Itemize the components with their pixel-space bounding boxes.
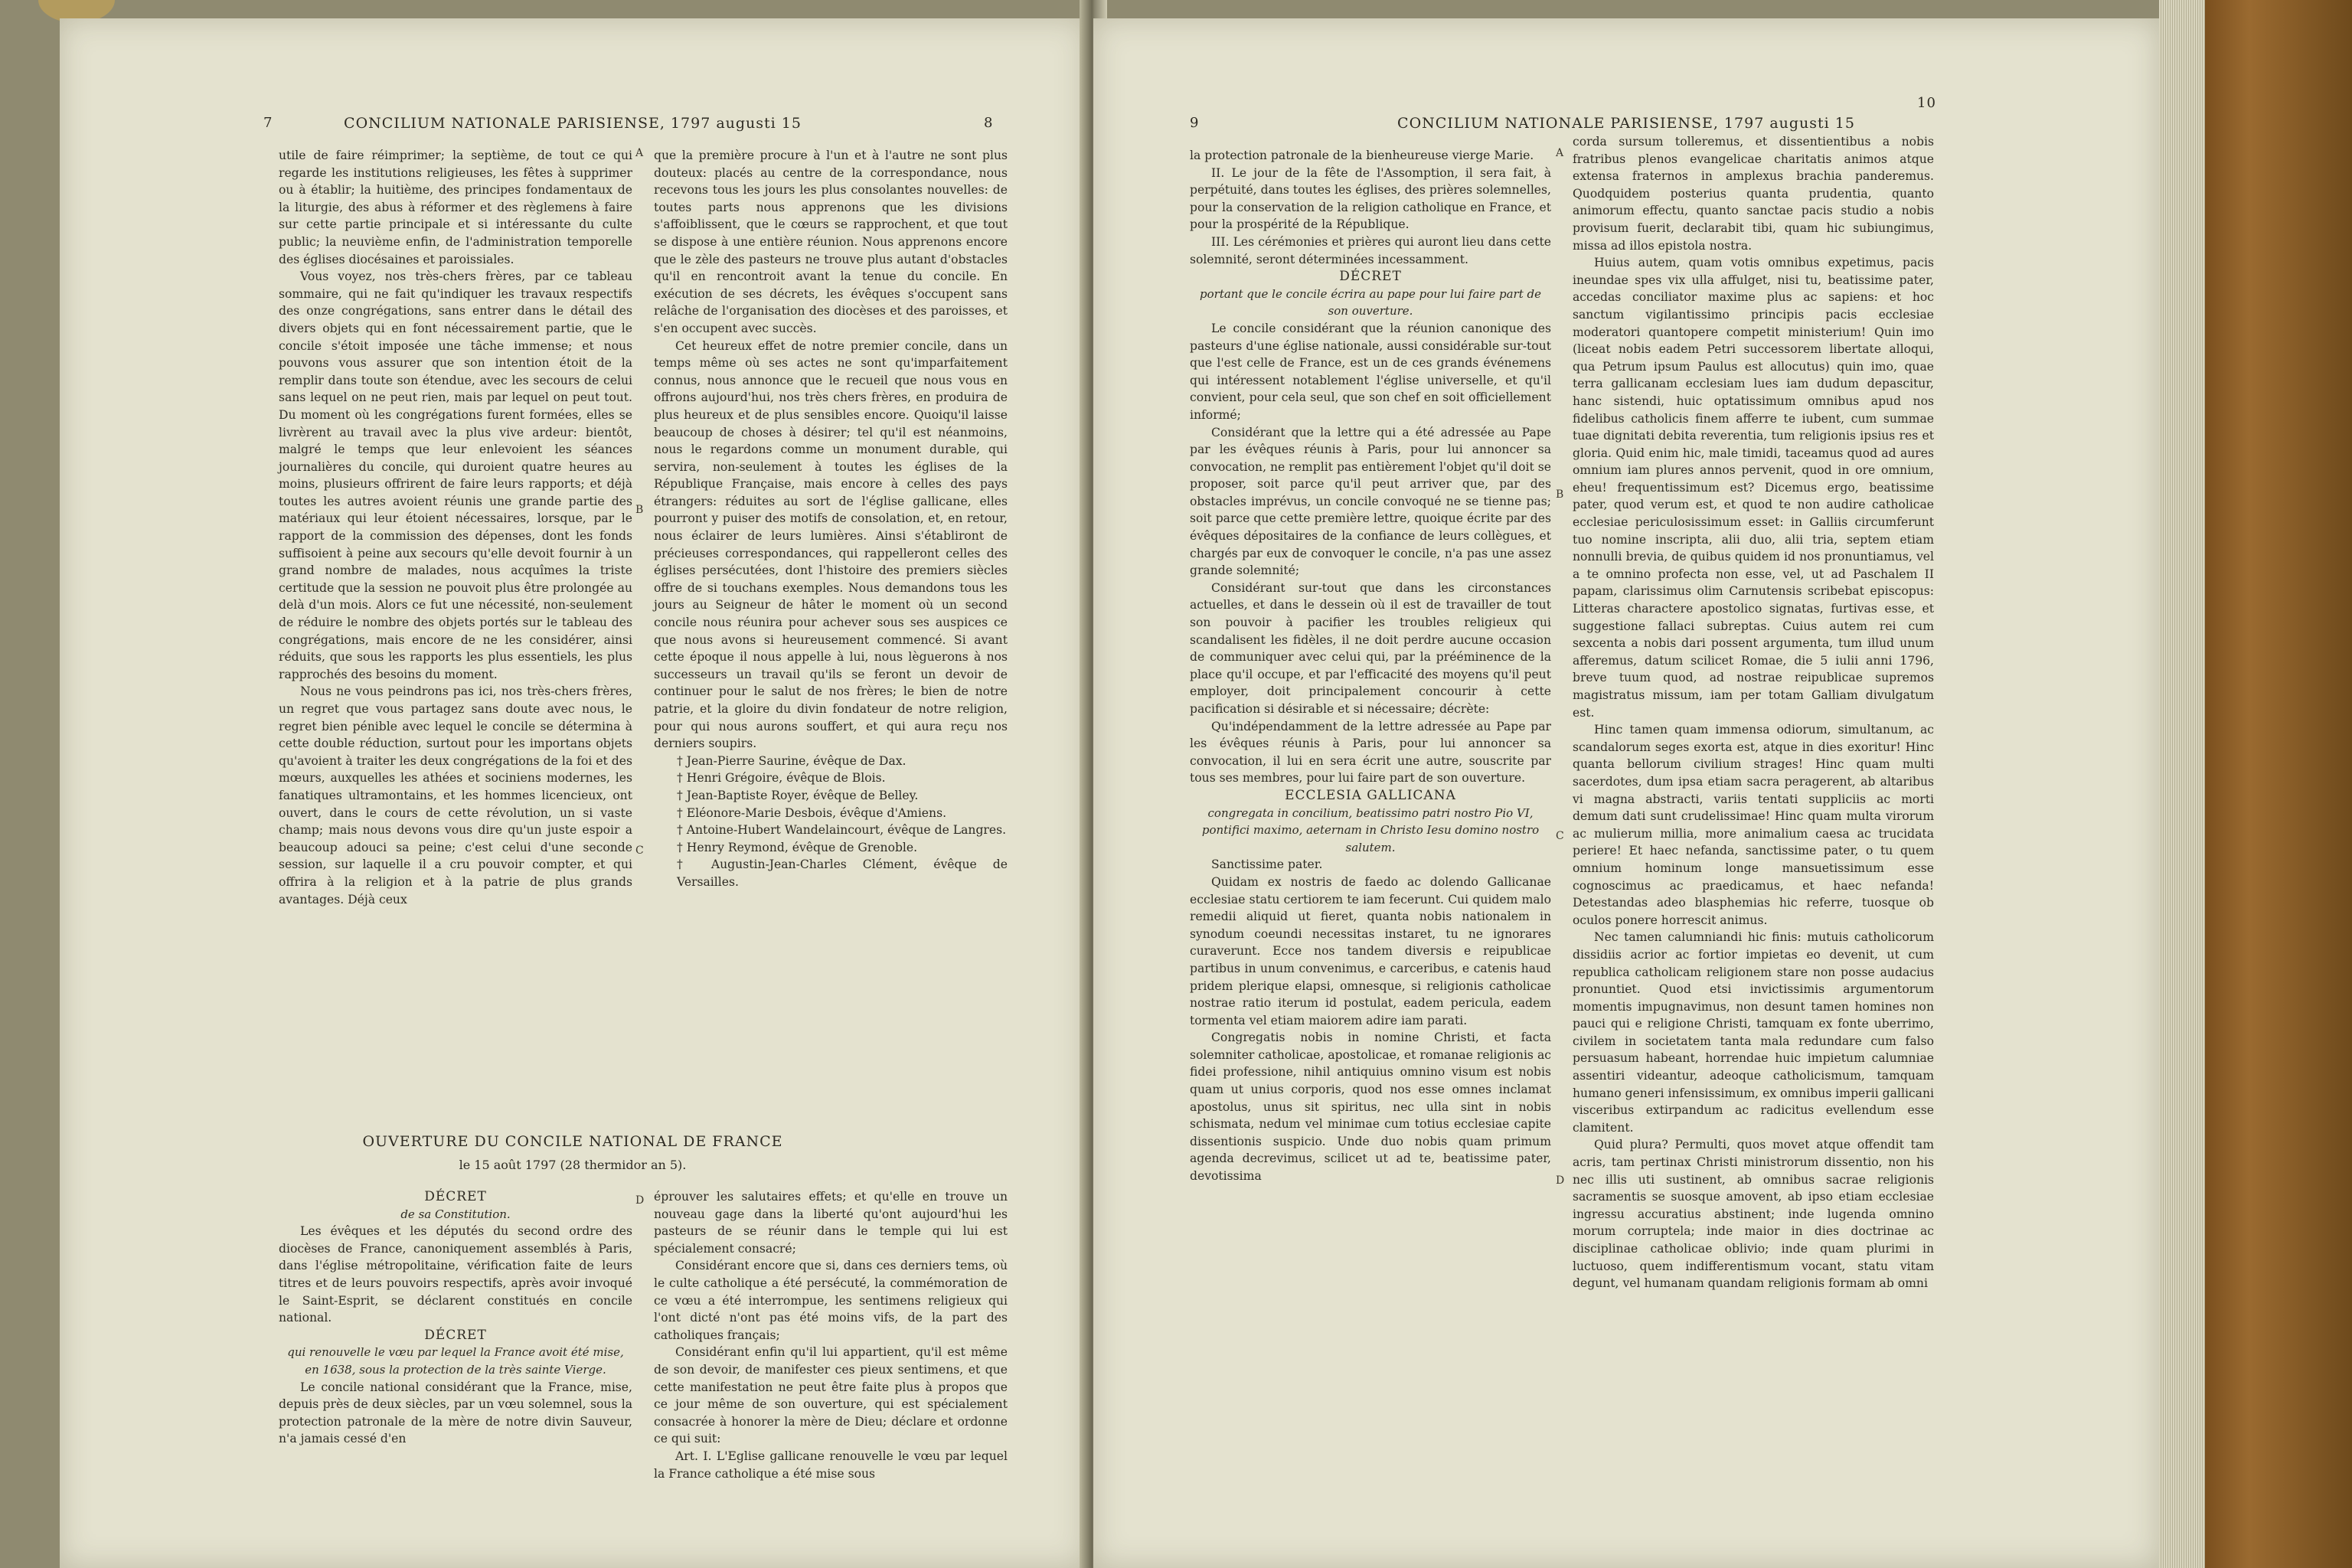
margin-letter-c: C — [635, 844, 644, 857]
paragraph: Congregatis nobis in nomine Christi, et facta solemniter catholicae, apostolicae, et romanae religionis ac fidei professione, nihil antiquius omnino visum est nobis quam ut unius corporis, quod nos esse omnes inclamat apostolus, unus sit spiritus, nec ulla sint in nobis schismata, nedum vel minimae cum totius ecclesiae capite dissentionis suspicio. Unde duo nobis quam primum agenda decrevimus, scilicet ut ad te, beatissime pater, devotissima — [1190, 1031, 1551, 1184]
right-column-2 — [1573, 133, 1934, 1292]
right-page-header — [1093, 92, 2159, 130]
page-number-8: 8 — [984, 115, 994, 131]
margin-letter-d: D — [635, 1194, 645, 1207]
margin-letter-c: C — [1556, 830, 1564, 842]
left-column-2 — [654, 147, 1008, 891]
paragraph: utile de faire réimprimer; la septième, de tout ce qui regarde les institutions religieuses, les fêtes à supprimer ou à établir; la huitième, des principes fondamentaux de la liturgie, des abus à réformer et des règlemens à faire sur cette partie principale et si intéressante du culte public; la neuvième enfin, de l'administration temporelle des églises diocésaines et paroissiales. — [279, 149, 632, 266]
right-column-1 — [1190, 147, 1551, 1185]
paragraph: Huius autem, quam votis omnibus expetimus, pacis ineundae spes vix ulla affulget, nisi tu, beatissime pater, accedas conciliator maxime plus ac sapiens: et hoc sanctum vigilantissimo principis pacis ecclesiae moderatori quantopere competit ministerium! Quin imo (liceat nobis eadem Petri successorem libertate alloqui, qua Petrum ipsum Paulus est allocutus) quin imo, quae terra gallicanam ecclesiam lues iam dudum depascitur, hanc sistendi, huic optatissimum omnibus apud nos fidelibus catholicis finem afferre te iubent, cum summae tuae dignitati debita reverentia, tum religionis ipsius res et gloria. Quid enim hic, male timidi, taceamus quod ad aures omnium iam plures annos pervenit, quod in ore omnium, eheu! frequentissimum est? Dicemus ergo, beatissime pater, quod verum est, et quod te non audire catholicae ecclesiae periculosissimum esset: in Galliis circumferunt tuo nomine inscripta, alii duo, alii tria, septem etiam nonnulli brevia, de quibus quidem id nos pronuntiamus, vel a te omnino profecta non esse, vel, ut ad Paschalem II papam, clarissimus olim Carnutensis scribebat episcopus: Litteras charactere apostolico signatas, furtivas esse, et suggestione fallaci subreptas. Cuius autem rei cum sexcenta a nobis dari possent argumenta, tum illud unum afferemus, datum scilicet Romae, die 5 iulii anni 1796, breve tuum quod, ad nostrae reipublicae supremos magistratus missum, iam per totam Galliam divulgatum est. — [1573, 256, 1934, 720]
paragraph: Le concile national considérant que la France, mise, depuis près de deux siècles, par un vœu solemnel, sous la protection patronale de la mère de notre divin Sauveur, n'a jamais cessé d'en — [279, 1380, 632, 1446]
ouverture-date: le 15 août 1797 (28 thermidor an 5). — [459, 1158, 687, 1172]
ecclesia-heading: ECCLESIA GALLICANA — [1285, 787, 1456, 803]
paragraph: Hinc tamen quam immensa odiorum, simultanum, ac scandalorum seges exorta est, atque in dies exoritur! Hinc quanta bellorum civilium strages! Hinc quam multi sacerdotes, dum ipsa etiam sacra peragerent, ab altaribus vi magna abstracti, variis tentati suppliciis ac morti demum dati sunt crudelissimae! Hinc quam multa virorum ac mulierum millia, more animalium caesa ac trucidata periere! Et haec nefanda, sanctissime pater, o tu quem omnium hominum longe mansuetissimum esse cognoscimus ac praedicamus, et haec nefanda! Detestandas adeo blasphemias hic referre, tuosque ob oculos ponere horrescit animus. — [1573, 723, 1934, 927]
salutation: Sanctissime pater. — [1211, 858, 1323, 872]
paragraph: III. Les cérémonies et prières qui auront lieu dans cette solemnité, seront déterminées incessamment. — [1190, 234, 1551, 266]
paragraph: Cet heureux effet de notre premier concile, dans un temps même où ses actes ne sont qu'imparfaitement connus, nous annonce que le recueil que nous vous en offrons aujourd'hui, nos très chers frères, en produira de plus heureux et de plus sensibles encore. Quoiqu'il laisse beaucoup de choses à désirer; tel qu'il est néanmoins, nous le regardons comme un monument durable, qui servira, non-seulement à toutes les églises de la République Française, mais encore à celles des pays étrangers: réduites au sort de l'église gallicane, elles pourront y puiser des motifs de consolation, et, en retour, nous éclairer de leurs lumières. Ainsi s'établiront de précieuses correspondances, qui rappelleront celles des églises persécutées, dont l'histoire des premiers siècles offre de si touchans exemples. Nous demandons tous les jours au Seigneur de hâter le moment où un second concile nous réunira pour achever sous ses auspices ce que nous avons si heureusement commencé. Si avant cette époque il nous appelle à lui, nous lèguerons à nos successeurs un travail qu'ils se feront un devoir de continuer pour le salut de nos frères; le bien de notre patrie, et la gloire du divin fondateur de notre religion, pour qui nous aurons souffert, et qui aura reçu nos derniers soupirs. — [654, 338, 1008, 751]
paragraph: Quid plura? Permulti, quos movet atque offendit tam acris, tam pertinax Christi ministrorum dissentio, non his nec illis uti sustinent, ab omnibus sacrae religionis sacramentis se suosque amovent, ab ipso etiam ecclesiae ingressu accuratius abstinent; inde lugenda omnino morum corruptela; inde maior in dies doctrinae ac disciplinae catholicae oblivio; inde quam plurimi in luctuoso, quem indifferentismum vocant, statu vitam degunt, vel humanam quandam religionis formam ab omni — [1573, 1138, 1934, 1291]
decret-heading: DÉCRET — [424, 1327, 487, 1343]
paragraph: la protection patronale de la bienheureuse vierge Marie. — [1190, 149, 1534, 162]
decret-heading: DÉCRET — [424, 1189, 487, 1204]
paragraph: que la première procure à l'un et à l'autre ne sont plus douteux: placés au centre de la correspondance, nous recevons tous les jours les plus consolantes nouvelles: de toutes parts nous apprenons que les divisions s'affoiblissent, que le cœurs se rapprochent, et que tout se dispose à une entière réunion. Nous apprenons encore que le zèle des pasteurs ne trouve plus autant d'obstacles qu'il en rencontroit avant la tenue du concile. En exécution de ses décrets, les évêques s'occupent sans relâche de l'organisation des diocèses et des paroisses, et s'en occupent avec succès. — [654, 149, 1008, 335]
right-page — [1093, 18, 2159, 1568]
left-column-4 — [654, 1188, 1008, 1482]
paragraph: Art. I. L'Eglise gallicane renouvelle le vœu par lequel la France catholique a été mise sous — [654, 1449, 1008, 1481]
paragraph: corda sursum tolleremus, et dissentientibus a nobis fratribus plenos evangelicae charitatis animos atque extensa fraternos in amplexus brachia panderemus. Quodquidem posterius quanta prudentia, quanto animorum effectu, quanto sanctae pacis studio a nobis provisum fuerit, declarabit tibi, quam hic subiungimus, missa ad illos epistola nostra. — [1573, 135, 1934, 253]
paragraph: Nec tamen calumniandi hic finis: mutuis catholicorum dissidiis acrior ac fortior impietas eo devenit, ut cum republica catholicam religionem stare non posse audacius pronuntiet. Quod etsi invictissimis argumentorum momentis impugnavimus, non desunt tamen homines non pauci qui e religione Christi, tamquam ex fonte uberrimo, civilem in societatem tanta mala redundare cum falso persuasum habeant, horrendae huic impietum calumniae assentiri videantur, adeoque catholicismum, tamquam humano generi infensissimum, ex omnibus imperii gallicani visceribus extirpandum ac radicitus evellendum esse clamitent. — [1573, 930, 1934, 1135]
ecclesia-subtitle: congregata in concilium, beatissimo patri nostro Pio VI, pontifici maximo, aeternam in Christo Iesu domino nostro salutem. — [1201, 805, 1540, 854]
signature-line: † Jean-Baptiste Royer, évêque de Belley. — [677, 788, 919, 802]
paragraph: Nous ne vous peindrons pas ici, nos très-chers frères, un regret que vous partagez sans doute avec nous, le regret bien pénible avec lequel le concile se détermina à cette double réduction, surtout pour les importans objets qu'avoient à traiter les deux congrégations de la foi et des mœurs, auxquelles les athées et sociniens modernes, les fanatiques ultramontains, et les hommes licencieux, ont ouvert, dans le cours de cette révolution, un si vaste champ; mais nous devons vous dire qu'un juste espoir a beaucoup adouci sa peine; c'est celui d'une seconde session, sur laquelle il a cru pouvoir compter, et qui offrira à la religion et à la patrie de plus grands avantages. Déjà ceux — [279, 684, 632, 906]
decret-subtitle: portant que le concile écrira au pape pour lui faire part de son ouverture. — [1200, 286, 1541, 318]
paragraph: Quidam ex nostris de faedo ac dolendo Gallicanae ecclesiae statu certiorem te iam fecerunt. Cui quidem malo remedii aliquid ut fieret, quanta nobis nationalem in synodum coeundi necessitas instaret, tu ne ignorares curaverunt. Ecce nos tandem diversis e reipublicae partibus in unum convenimus, e carceribus, e catenis haud pridem plerique elapsi, omnesque, si religionis catholicae nostrae ratio iterum id postulat, eadem pericula, eadem tormenta vel etiam maiorem adire iam parati. — [1190, 874, 1551, 1027]
signature-line: † Henry Reymond, évêque de Grenoble. — [677, 840, 918, 854]
margin-letter-b: B — [635, 504, 644, 516]
page-number-10: 10 — [1917, 95, 1936, 111]
paragraph: Vous voyez, nos très-chers frères, par ce tableau sommaire, qui ne fait qu'indiquer les travaux respectifs des onze congrégations, sans entrer dans le détail des divers objets qui en font nécessairement partie, que le concile s'étoit imposée une tâche immense; et nous pouvons vous assurer que son intention étoit de la remplir dans toute son étendue, avec les secours de celui sans lequel on ne peut rien, mais par lequel on peut tout. Du moment où les congrégations furent formées, elles se livrèrent au travail avec la plus vive ardeur: bientôt, malgré le temps que leur enlevoient les séances journalières du concile, qui duroient quatre heures au moins, plusieurs offrirent de faire leurs rapports; et déjà toutes les autres avoient réunis une grande partie des matériaux qui leur étoient nécessaires, lorsque, par le rapport de la commission des dépenses, dont les fonds suffisoient à peine aux secours qu'elle devoit fournir à un grand nombre de malades, nous acquîmes la triste certitude que la session ne pouvoit plus être prolongée au delà d'un mois. Alors ce fut une nécessité, non-seulement de réduire le nombre des objets portés sur le tableau des congrégations, mais encore de ne les considérer, ainsi réduits, que sous les rapports les plus essentiels, les plus rapprochés des besoins du moment. — [279, 270, 632, 681]
ouverture-title: OUVERTURE DU CONCILE NATIONAL DE FRANCE — [362, 1133, 783, 1150]
signature-line: † Jean-Pierre Saurine, évêque de Dax. — [677, 753, 906, 768]
paragraph: Considérant enfin qu'il lui appartient, qu'il est même de son devoir, de manifester ces pieux sentimens, et que cette manifestation ne peut être faite plus à propos que ce jour même de son ouverture, qui est spécialement consacrée à honorer la mère de Dieu; déclare et ordonne ce qui suit: — [654, 1345, 1008, 1446]
paragraph: Considérant sur-tout que dans les circonstances actuelles, et dans le dessein où il est de travailler de tout son pouvoir à pacifier les troubles religieux qui scandalisent les fidèles, il ne doit perdre aucune occasion de communiquer avec celui qui, par la prééminence de la place qu'il occupe, et par l'efficacité des moyens qu'il peut employer, doit principalement concourir à cette pacification si désirable et si nécessaire; décrète: — [1190, 580, 1551, 716]
paragraph: Considérant que la lettre qui a été adressée au Pape par les évêques réunis à Paris, pour lui annoncer sa convocation, ne remplit pas entièrement l'objet qu'il doit se proposer, soit parce qu'il peut arriver que, par des obstacles imprévus, un concile convoqué ne se tienne pas; soit parce que cette première lettre, quoique écrite par des évêques dépositaires de la confiance de leurs collègues, et chargés par eux de convoquer le concile, n'a pas une assez grande solemnité; — [1190, 425, 1551, 578]
page-number-9: 9 — [1190, 115, 1200, 131]
decret-subtitle: qui renouvelle le vœu par lequel la France avoit été mise, en 1638, sous la protection de la très sainte Vierge. — [287, 1345, 624, 1377]
left-column-3 — [279, 1188, 632, 1448]
paragraph: éprouver les salutaires effets; et qu'elle en trouve un nouveau gage dans la liberté qu'ont aujourd'hui les pasteurs de se réunir dans le temple qui lui est spécialement consacré; — [654, 1190, 1008, 1256]
left-column-1 — [279, 147, 632, 908]
running-title: CONCILIUM NATIONALE PARISIENSE, 1797 augusti 15 — [1397, 115, 1855, 132]
left-page-header — [60, 92, 1086, 130]
paragraph: Considérant encore que si, dans ces derniers tems, où le culte catholique a été persécuté, la commémoration de ce vœu a été interrompue, les sentimens religieux qui l'ont dicté n'ont pas été moins vifs, de la part des catholiques français; — [654, 1259, 1008, 1342]
paragraph: Le concile considérant que la réunion canonique des pasteurs d'une église nationale, aussi considérable sur-tout que l'est celle de France, est un de ces grands événemens qui intéressent notablement l'église universelle, et qu'il convient, pour cela seul, que son chef en soit officiellement informé; — [1190, 321, 1551, 422]
margin-letter-a: A — [1556, 147, 1564, 159]
paragraph: Les évêques et les députés du second ordre des diocèses de France, canoniquement assemblés à Paris, dans l'église métropolitaine, vérification faite de leurs titres et de leurs pouvoirs respectifs, après avoir invoqué le Saint-Esprit, se déclarent constitués en concile national. — [279, 1224, 632, 1325]
signature-line: † Eléonore-Marie Desbois, évêque d'Amiens. — [677, 805, 947, 820]
decret-heading: DÉCRET — [1339, 269, 1402, 285]
margin-letter-a: A — [635, 147, 644, 159]
decret-subtitle: de sa Constitution. — [400, 1207, 511, 1221]
margin-letter-d: D — [1556, 1174, 1565, 1187]
paragraph: Qu'indépendamment de la lettre adressée au Pape par les évêques réunis à Paris, pour lui annoncer sa convocation, il lui en sera écrit une autre, souscrite par tous ses membres, pour lui faire part de son ouverture. — [1190, 719, 1551, 786]
book-cover — [2205, 0, 2352, 1568]
running-title: CONCILIUM NATIONALE PARISIENSE, 1797 augusti 15 — [344, 115, 802, 132]
signature-line: † Augustin-Jean-Charles Clément, évêque de Versailles. — [677, 858, 1008, 889]
paragraph: II. Le jour de la fête de l'Assomption, il sera fait, à perpétuité, dans toutes les églises, des prières solemnelles, pour la conservation de la religion catholique en France, et pour la prospérité de la République. — [1190, 165, 1551, 232]
signature-line: † Antoine-Hubert Wandelaincourt, évêque de Langres. — [677, 823, 1007, 838]
signature-line: † Henri Grégoire, évêque de Blois. — [677, 771, 886, 786]
left-page — [60, 18, 1086, 1568]
page-number-7: 7 — [263, 115, 273, 131]
margin-letter-b: B — [1556, 488, 1564, 501]
